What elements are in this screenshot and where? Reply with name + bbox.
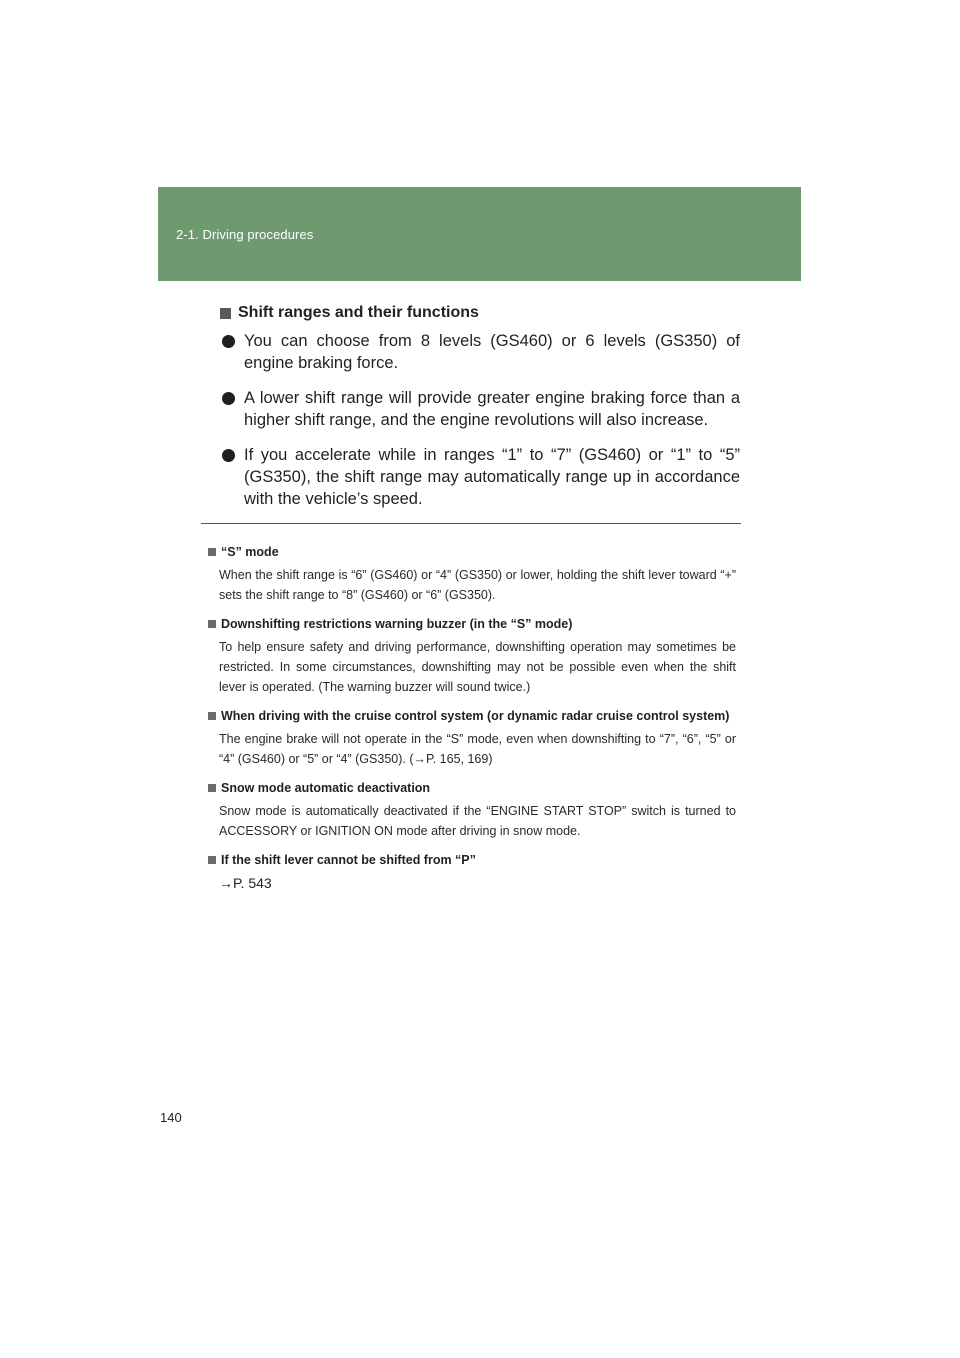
page-number: 140 [160, 1110, 182, 1125]
bullet-text: If you accelerate while in ranges “1” to “7” (GS460) or “1” to “5” (GS350), the shift range may automatically range up in accordance with the vehicle’s speed. [244, 446, 740, 508]
square-bullet-icon [208, 548, 216, 556]
square-bullet-icon [208, 712, 216, 720]
note-body: To help ensure safety and driving performance, downshifting operation may sometimes be restricted. In some circumstances, downshifting may not be possible even when the shift lever is operated. (The warning buzzer will sound twice.) [219, 640, 736, 694]
note-body: The engine brake will not operate in the “S” mode, even when downshifting to “7”, “6”, “5” or “4” (GS460) or “5” or “4” (GS350). (→P. 165, 169) [219, 732, 736, 766]
square-bullet-icon [220, 308, 231, 319]
section-header-bar [158, 187, 801, 281]
section-heading-text: Shift ranges and their functions [238, 304, 479, 321]
note-body: Snow mode is automatically deactivated if the “ENGINE START STOP” switch is turned to ACCESSORY or IGNITION ON mode after driving in snow mode. [219, 804, 736, 838]
note-title: When driving with the cruise control system (or dynamic radar cruise control system) [221, 709, 730, 723]
note-title: Downshifting restrictions warning buzzer (in the “S” mode) [221, 617, 573, 631]
note-title: “S” mode [221, 545, 279, 559]
bullet-text: You can choose from 8 levels (GS460) or 6 levels (GS350) of engine braking force. [244, 332, 740, 372]
note-body: When the shift range is “6” (GS460) or “4” (GS350) or lower, holding the shift lever toward “+” sets the shift range to “8” (GS460) or “6” (GS350). [219, 568, 736, 602]
circle-bullet-icon [222, 392, 235, 405]
note-heading [208, 779, 736, 797]
bullet-text: A lower shift range will provide greater engine braking force than a higher shift range, and the engine revolutions will also increase. [244, 389, 740, 429]
note-heading [208, 707, 736, 725]
square-bullet-icon [208, 784, 216, 792]
section-title: 2-1. Driving procedures [176, 227, 314, 242]
note-heading [208, 543, 736, 561]
main-content [218, 304, 740, 523]
list-item [218, 444, 740, 510]
square-bullet-icon [208, 856, 216, 864]
list-item [218, 330, 740, 374]
bullet-list [218, 330, 740, 510]
note-heading [208, 615, 736, 633]
note-title: If the shift lever cannot be shifted from “P” [221, 853, 476, 867]
notes-section [208, 543, 736, 891]
list-item [218, 387, 740, 431]
square-bullet-icon [208, 620, 216, 628]
note-title: Snow mode automatic deactivation [221, 781, 431, 795]
note-heading [208, 851, 736, 869]
circle-bullet-icon [222, 449, 235, 462]
section-heading [220, 304, 740, 322]
divider [201, 523, 741, 524]
circle-bullet-icon [222, 335, 235, 348]
page-reference: →P. 543 [219, 875, 272, 891]
